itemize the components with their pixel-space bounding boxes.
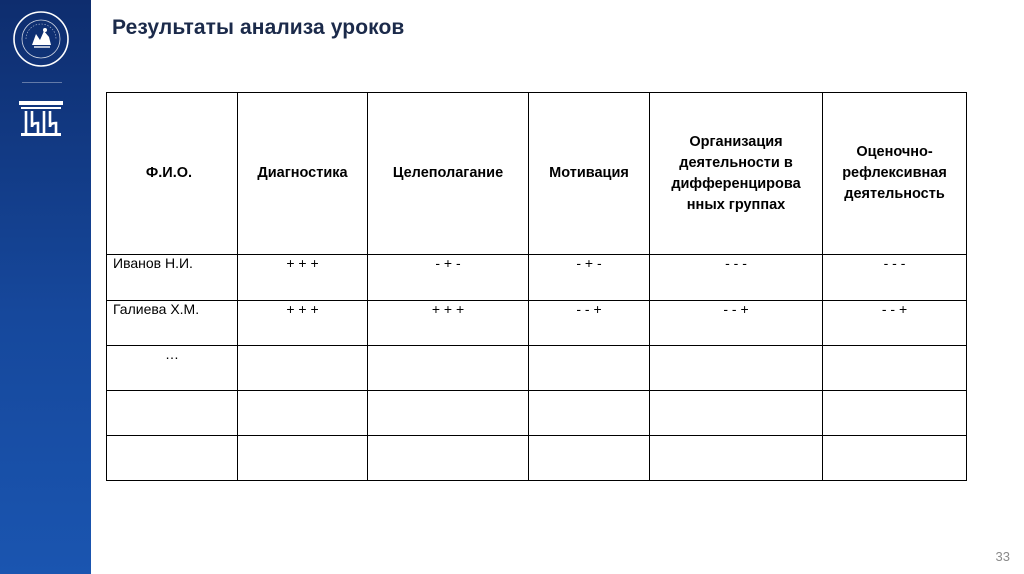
cell-name: … <box>107 345 238 390</box>
header-reflective-assessment: Оценочно-рефлексивная деятельность <box>823 93 967 255</box>
page-number: 33 <box>995 549 1010 564</box>
cell-diagnostics: + + + <box>238 300 368 345</box>
cell-name: Иванов Н.И. <box>107 255 238 300</box>
cell-reflective-assessment: - - - <box>823 255 967 300</box>
cell-reflective-assessment: - - + <box>823 300 967 345</box>
table-row <box>107 300 967 345</box>
header-group-organization: Организация деятельности в дифференцирова нных группах <box>650 93 823 255</box>
cell-name <box>107 390 238 435</box>
slide-title: Результаты анализа уроков <box>112 16 405 39</box>
table-row <box>107 435 967 480</box>
cell-motivation <box>529 390 650 435</box>
cell-group-organization <box>650 435 823 480</box>
cell-reflective-assessment <box>823 390 967 435</box>
cell-goal-setting: - + - <box>368 255 529 300</box>
sidebar <box>0 0 91 574</box>
cell-reflective-assessment <box>823 345 967 390</box>
table-row <box>107 390 967 435</box>
cell-name: Галиева Х.М. <box>107 300 238 345</box>
header-motivation: Мотивация <box>529 93 650 255</box>
cell-group-organization <box>650 345 823 390</box>
cell-goal-setting <box>368 345 529 390</box>
cell-motivation: - - + <box>529 300 650 345</box>
cell-motivation <box>529 345 650 390</box>
cell-motivation: - + - <box>529 255 650 300</box>
header-fio: Ф.И.О. <box>107 93 238 255</box>
lesson-analysis-table <box>106 92 967 481</box>
cell-motivation <box>529 435 650 480</box>
cell-group-organization: - - - <box>650 255 823 300</box>
cell-goal-setting <box>368 435 529 480</box>
cell-reflective-assessment <box>823 435 967 480</box>
cell-diagnostics <box>238 435 368 480</box>
cell-group-organization: - - + <box>650 300 823 345</box>
sidebar-divider <box>22 82 62 83</box>
cell-goal-setting: + + + <box>368 300 529 345</box>
cell-name <box>107 435 238 480</box>
cell-diagnostics <box>238 345 368 390</box>
cell-diagnostics <box>238 390 368 435</box>
cell-diagnostics: + + + <box>238 255 368 300</box>
header-goal-setting: Целеполагание <box>368 93 529 255</box>
cell-group-organization <box>650 390 823 435</box>
table-row <box>107 345 967 390</box>
cell-goal-setting <box>368 390 529 435</box>
header-diagnostics: Диагностика <box>238 93 368 255</box>
university-seal-icon <box>12 10 70 68</box>
table-header-row <box>107 93 967 255</box>
table-row <box>107 255 967 300</box>
column-emblem-icon <box>17 99 65 137</box>
